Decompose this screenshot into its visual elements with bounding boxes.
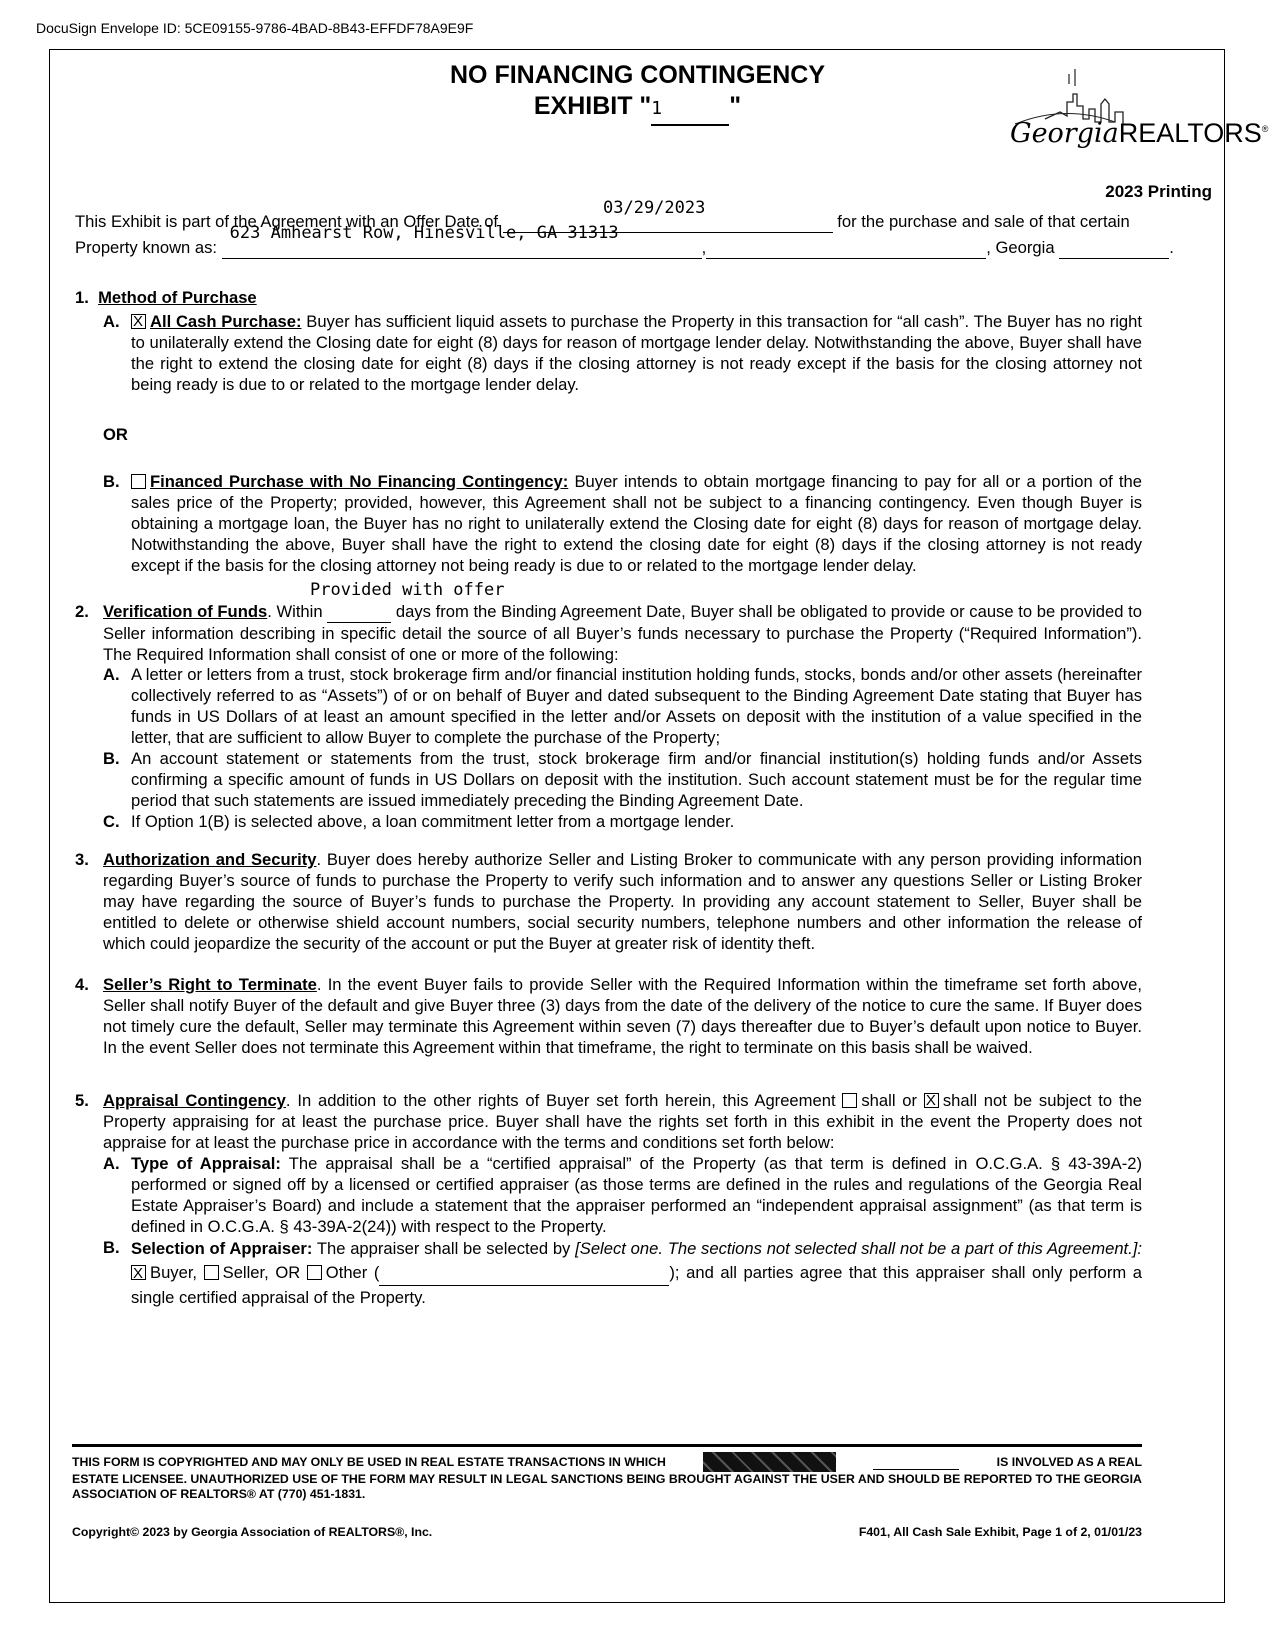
docusign-envelope-id: DocuSign Envelope ID: 5CE09155-9786-4BAD-8B43-EFFDF78A9E9F <box>36 20 474 36</box>
appraisal-shall-not-checkbox[interactable] <box>924 1093 939 1108</box>
s5-b-label: B. <box>103 1238 120 1257</box>
verification-days-field[interactable]: Provided with offer <box>310 580 505 600</box>
property-address-field[interactable]: 623 Amhearst Row, Hinesville, GA 31313 <box>229 223 619 243</box>
footer-notice <box>72 1452 1142 1502</box>
s5-a-title: Type of Appraisal: <box>131 1154 281 1173</box>
section-3-paragraph <box>103 849 1142 954</box>
offer-date-field[interactable]: 03/29/2023 <box>603 198 706 218</box>
opt-buyer-label: Buyer, <box>150 1263 198 1282</box>
footer-line-1 <box>72 1452 1142 1472</box>
exhibit-suffix: " <box>729 92 742 120</box>
section-1-num: 1. <box>75 288 89 307</box>
zip-line <box>1059 237 1169 259</box>
s5-a-paragraph <box>131 1153 1142 1237</box>
opt-seller-label: Seller, OR <box>222 1263 301 1282</box>
georgia-label: , Georgia <box>986 238 1055 257</box>
section-3-title: Authorization and Security <box>103 850 317 869</box>
s5-b-text1: The appraiser shall be selected by <box>316 1239 571 1258</box>
section-4-num: 4. <box>75 975 89 994</box>
s1-b-title: Financed Purchase with No Financing Contingency: <box>150 472 569 491</box>
section-2-num: 2. <box>75 602 89 621</box>
s2-a-label: A. <box>103 665 120 684</box>
s2-b-text: An account statement or statements from the trust, stock brokerage firm and/or financial institution(s) holding funds and/or Assets confirming a specific amount of funds in US Dollars on deposit with the institution. Such account statement must be for the regular time period that such statements are issued immediately preceding the Binding Agreement Date. <box>131 749 1142 810</box>
section-5-title: Appraisal Contingency <box>103 1091 286 1110</box>
exhibit-number-field[interactable]: 1 <box>651 93 729 126</box>
s2-text2: days from the Binding Agreement Date, Buyer shall be obligated to provide or cause to be provided to Seller information describing in specific detail the source of all Buyer’s funds necessary to purchase the Property (“Required Information”). The Required Information shall consist of one or more of the following: <box>103 602 1142 664</box>
s1-b-text: Buyer intends to obtain mortgage financing to pay for all or a portion of the sales price of the Property; provided, however, this Agreement shall not be subject to a financing contingency. Even though Buyer is obtaining a mortgage loan, the Buyer has no right to unilaterally extend the Closing date for eight (8) days for reason of mortgage delay. Notwithstanding the above, Buyer shall have the right to extend the closing date for eight (8) days if the closing attorney is not ready except if the basis for the closing attorney not being ready is due to or related to the mortgage lender delay. <box>131 472 1142 575</box>
section-2-paragraph <box>103 601 1142 665</box>
appraisal-shall-checkbox[interactable] <box>842 1093 857 1108</box>
intro-part2: for the purchase and sale of that certain <box>837 212 1130 231</box>
s5-b-text2: ); and all parties agree that this appraiser shall only perform a single certified appraisal of the Property. <box>131 1263 1143 1307</box>
s2-c-label: C. <box>103 812 120 831</box>
appraiser-buyer-checkbox[interactable] <box>131 1265 146 1280</box>
logo-georgia: Georgia <box>1010 118 1119 149</box>
all-cash-checkbox[interactable] <box>131 314 146 329</box>
s5-shall: shall or <box>861 1091 918 1110</box>
appraiser-seller-checkbox[interactable] <box>204 1265 219 1280</box>
s5-b-paragraph <box>131 1237 1142 1310</box>
s5-shall-not: shall not be subject to the Property appraising for at least the purchase price. Buyer shall have the rights set forth in this exhibit in the event the Property does not appraise for at least the purchase price in accordance with the terms and conditions set forth below: <box>103 1091 1143 1152</box>
section-1-title: Method of Purchase <box>98 288 257 307</box>
property-address-line <box>222 223 702 259</box>
s5-a-text: The appraisal shall be a “certified appraisal” of the Property (as that term is defined in O.C.G.A. § 43-39A-2) performed or signed off by a licensed or certified appraiser (as those terms are defined in the rules and regulations of the Georgia Real Estate Appraiser’s Board) and include a statement that the appraiser performed an “independent appraisal assignment” (as that term is defined in O.C.G.A. § 43-39A-2(24)) with respect to the Property. <box>131 1154 1142 1236</box>
s1-b-label: B. <box>103 472 120 491</box>
s2-a-text: A letter or letters from a trust, stock brokerage firm and/or financial institution holding funds, stocks, bonds and/or other assets (hereinafter collectively referred to as “Assets”) of or on behalf of Buyer and dated subsequent to the Binding Agreement Date stating that Buyer has funds in US Dollars of at least an amount specified in the letter and/or Assets on deposit with the institution of a value specified in the letter, that are sufficient to allow Buyer to complete the purchase of the Property; <box>131 665 1142 747</box>
county-line <box>706 237 986 259</box>
exhibit-prefix: EXHIBIT " <box>533 92 652 120</box>
appraiser-other-checkbox[interactable] <box>307 1265 322 1280</box>
s3-text: . Buyer does hereby authorize Seller and Listing Broker to communicate with any person providing information regarding Buyer’s source of funds to purchase the Property to verify such information and to answer any questions Seller or Listing Broker may have regarding the source of Buyer’s funds to purchase the Property. In providing any account statement to Seller, Buyer shall be entitled to delete or otherwise shield account numbers, social security numbers, telephone numbers and other information the release of which could jeopardize the security of the account or put the Buyer at greater risk of identity theft. <box>103 850 1142 953</box>
property-label: Property known as: <box>75 238 218 257</box>
georgia-realtors-logo <box>1010 118 1268 149</box>
footer-copyright: Copyright© 2023 by Georgia Association of REALTORS®, Inc. <box>72 1525 433 1539</box>
section-4-title: Seller’s Right to Terminate <box>103 975 317 994</box>
s5-b-italic: [Select one. The sections not selected shall not be a part of this Agreement.]: <box>575 1239 1142 1258</box>
appraiser-other-field[interactable] <box>379 1261 669 1286</box>
section-5-num: 5. <box>75 1091 89 1110</box>
s1-a-title: All Cash Purchase: <box>150 312 302 331</box>
section-1-heading <box>75 287 257 308</box>
footer-rule <box>72 1444 1142 1447</box>
section-4-paragraph <box>103 974 1142 1058</box>
section-5-paragraph <box>103 1090 1142 1153</box>
s5-a-label: A. <box>103 1154 120 1173</box>
footer-form-id: F401, All Cash Sale Exhibit, Page 1 of 2, 01/01/23 <box>858 1525 1142 1539</box>
s1-a-label: A. <box>103 312 120 331</box>
s2-b-label: B. <box>103 749 120 768</box>
intro-part1: This Exhibit is part of the Agreement with an Offer Date of <box>75 212 499 231</box>
s5-b-title: Selection of Appraiser: <box>131 1239 313 1258</box>
footer-line-2: ESTATE LICENSEE. UNAUTHORIZED USE OF THE FORM MAY RESULT IN LEGAL SANCTIONS BEING BROUGHT AGAINST THE USER AND SHOULD BE REPORTED TO THE GEORGIA ASSOCIATION OF REALTORS® AT (770) 451-1831. <box>72 1472 1142 1501</box>
broker-blank-line <box>873 1454 959 1470</box>
s5-text1: . In addition to the other rights of Buyer set forth herein, this Agreement <box>285 1091 836 1110</box>
opt-other-label: Other ( <box>325 1263 380 1282</box>
logo-reg: ® <box>1261 124 1269 134</box>
footer-line1a: THIS FORM IS COPYRIGHTED AND MAY ONLY BE USED IN REAL ESTATE TRANSACTIONS IN WHICH <box>72 1454 666 1469</box>
footer-bottom <box>72 1525 1142 1539</box>
financed-purchase-checkbox[interactable] <box>131 474 146 489</box>
printing-year: 2023 Printing <box>1105 182 1212 201</box>
title-line-1: NO FINANCING CONTINGENCY <box>450 61 825 89</box>
section-3-num: 3. <box>75 850 89 869</box>
s2-text1: . Within <box>267 602 323 621</box>
s2-c-text: If Option 1(B) is selected above, a loan commitment letter from a mortgage lender. <box>131 812 735 831</box>
logo-realtors: REALTORS <box>1118 118 1262 148</box>
s1-a-paragraph <box>131 311 1142 395</box>
s4-text: . In the event Buyer fails to provide Seller with the Required Information within the timeframe set forth above, Seller shall notify Buyer of the default and give Buyer three (3) days from the date of the delivery of the notice to cure the same. If Buyer does not timely cure the default, Seller may terminate this Agreement within seven (7) days thereafter due to Buyer’s default upon notice to Buyer. In the event Seller does not terminate this Agreement within that timeframe, the right to terminate on this basis shall be waived. <box>103 975 1142 1057</box>
redacted-broker-name <box>703 1452 836 1472</box>
s1-b-paragraph <box>131 471 1142 576</box>
verification-days-line <box>327 601 391 623</box>
intro-line-2: Property known as: 623 Amhearst Row, Hinesville, GA 31313 , , Georgia . <box>75 223 1174 257</box>
or-label: OR <box>103 425 128 444</box>
footer-line1b: IS INVOLVED AS A REAL <box>996 1454 1142 1469</box>
s1-a-text: Buyer has sufficient liquid assets to purchase the Property in this transaction for “all cash”. The Buyer has no right to unilaterally extend the Closing date for eight (8) days for reason of mortgage lender delay. Notwithstanding the above, Buyer shall have the right to extend the closing date for eight (8) days if the closing attorney is not ready except if the basis for the closing attorney not being ready is due to or related to the mortgage lender delay. <box>131 312 1142 394</box>
section-2-title: Verification of Funds <box>103 602 268 621</box>
